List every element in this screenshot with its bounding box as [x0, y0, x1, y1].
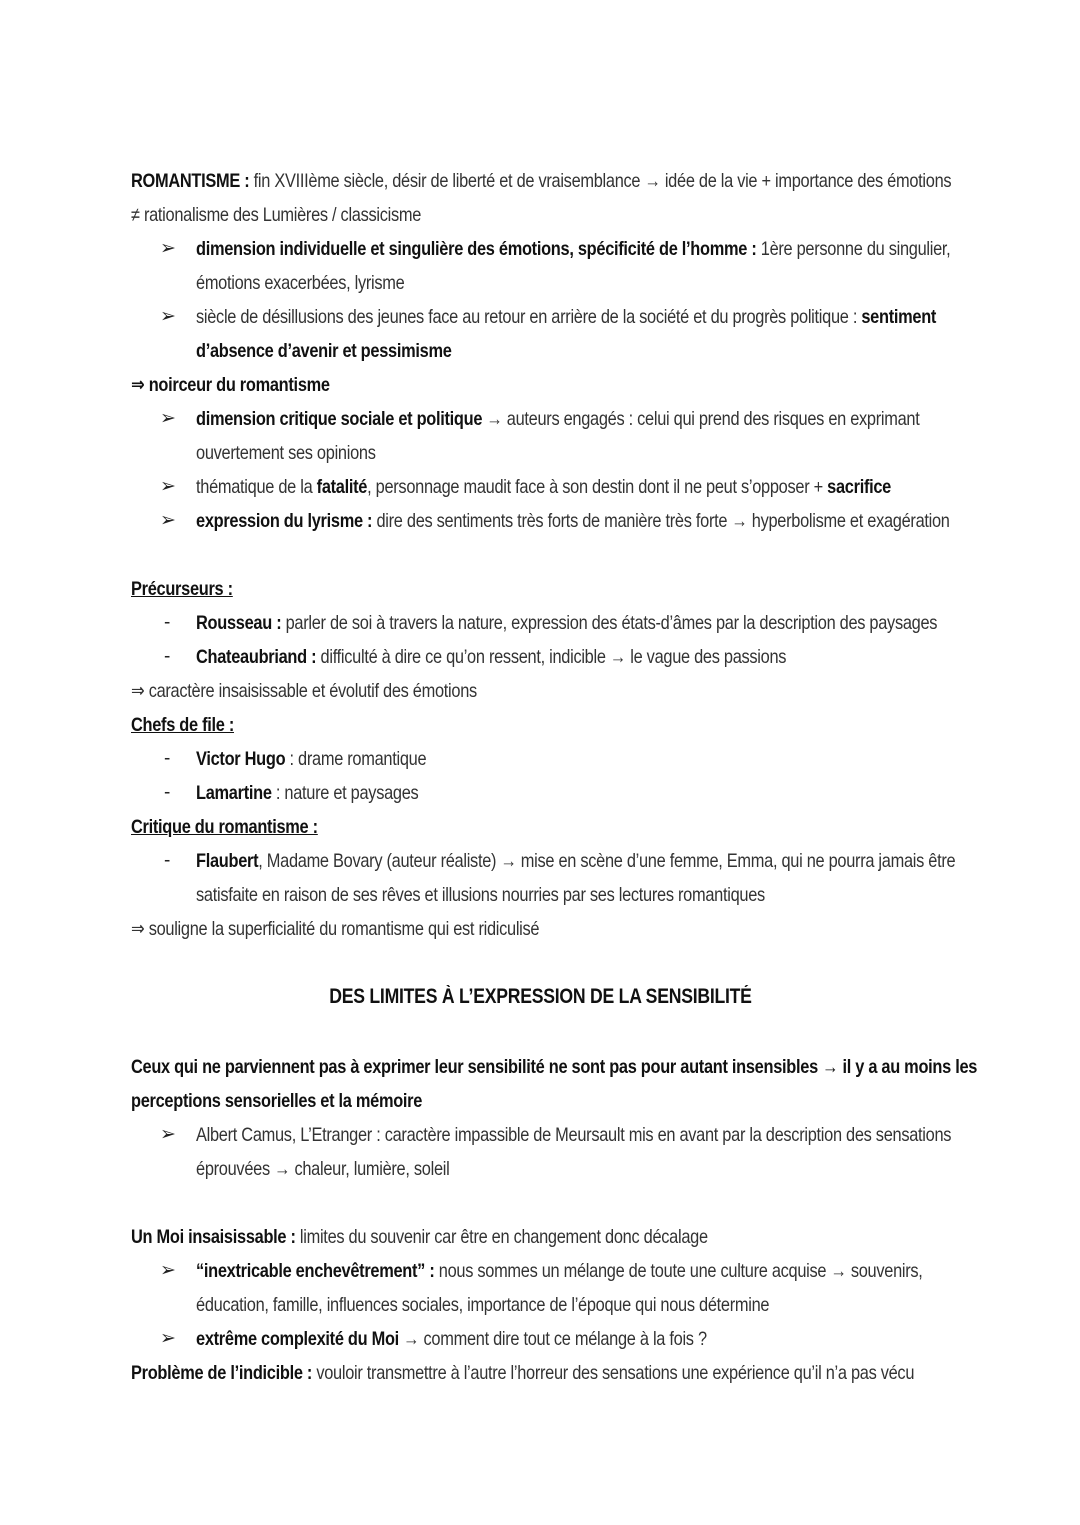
romantisme-bullet-2: siècle de désillusions des jeunes face au retour en arrière de la société et du progrès politique : sentiment — [196, 306, 937, 328]
arrowhead-bullet-icon: ➢ — [160, 476, 176, 497]
arrowhead-bullet-icon: ➢ — [160, 1260, 176, 1281]
dash-bullet-icon: - — [164, 782, 171, 803]
precurseurs-heading: Précurseurs : — [131, 578, 233, 600]
critique-flaubert: Flaubert, Madame Bovary (auteur réaliste) → mise en scène d’une femme, Emma, qui ne pourra jamais être — [196, 850, 956, 872]
romantisme-intro-line2: ≠ rationalisme des Lumières / classicisme — [131, 204, 422, 226]
precurseurs-conclusion: ⇒ caractère insaisissable et évolutif des émotions — [131, 680, 477, 702]
critique-heading: Critique du romantisme : — [131, 816, 318, 838]
limites-paragraph-line1: Ceux qui ne parviennent pas à exprimer leur sensibilité ne sont pas pour autant insensibles → il y a au moins les — [131, 1056, 978, 1078]
inextricable-line1: “inextricable enchevêtrement” : nous sommes un mélange de toute une culture acquise → souvenirs, — [196, 1260, 923, 1282]
romantisme-bullet-3-cont: ouvertement ses opinions — [196, 442, 376, 464]
romantisme-label: ROMANTISME : — [131, 170, 250, 192]
dash-bullet-icon: - — [164, 850, 171, 871]
dash-bullet-icon: - — [164, 646, 171, 667]
romantisme-bullet-4: thématique de la fatalité, personnage maudit face à son destin dont il ne peut s’opposer + sacrifice — [196, 476, 892, 498]
chef-lamartine: Lamartine : nature et paysages — [196, 782, 419, 804]
chef-hugo: Victor Hugo : drame romantique — [196, 748, 427, 770]
arrowhead-bullet-icon: ➢ — [160, 408, 176, 429]
arrowhead-bullet-icon: ➢ — [160, 238, 176, 259]
camus-line2: éprouvées → chaleur, lumière, soleil — [196, 1158, 450, 1180]
section-title: DES LIMITES À L’EXPRESSION DE LA SENSIBILITÉ — [328, 985, 752, 1008]
precurseur-chateaubriand: Chateaubriand : difficulté à dire ce qu’on ressent, indicible → le vague des passions — [196, 646, 787, 668]
critique-flaubert-cont: satisfaite en raison de ses rêves et illusions nourries par ses lectures romantiques — [196, 884, 765, 906]
romantisme-bullet-2-cont: d’absence d’avenir et pessimisme — [196, 340, 452, 362]
arrowhead-bullet-icon: ➢ — [160, 306, 176, 327]
arrowhead-bullet-icon: ➢ — [160, 1124, 176, 1145]
romantisme-bullet-5: expression du lyrisme : dire des sentiments très forts de manière très forte → hyperbolisme et exagération — [196, 510, 950, 532]
critique-conclusion: ⇒ souligne la superficialité du romantisme qui est ridiculisé — [131, 918, 540, 940]
dash-bullet-icon: - — [164, 612, 171, 633]
arrowhead-bullet-icon: ➢ — [160, 1328, 176, 1349]
dash-bullet-icon: - — [164, 748, 171, 769]
romantisme-bullet-3: dimension critique sociale et politique → auteurs engagés : celui qui prend des risques en exprimant — [196, 408, 920, 430]
indicible-line: Problème de l’indicible : vouloir transmettre à l’autre l’horreur des sensations une expérience qu’il n’a pas vécu — [131, 1362, 915, 1384]
arrowhead-bullet-icon: ➢ — [160, 510, 176, 531]
precurseur-rousseau: Rousseau : parler de soi à travers la nature, expression des états-d’âmes par la description des paysages — [196, 612, 938, 634]
romantisme-bullet-1: dimension individuelle et singulière des émotions, spécificité de l’homme : 1ère personne du singulier, — [196, 238, 951, 260]
inextricable-line2: éducation, famille, influences sociales, importance de l’époque qui nous détermine — [196, 1294, 770, 1316]
moi-insaisissable: Un Moi insaisissable : limites du souvenir car être en changement donc décalage — [131, 1226, 708, 1248]
chefs-heading: Chefs de file : — [131, 714, 234, 736]
camus-line1: Albert Camus, L’Etranger : caractère impassible de Meursault mis en avant par la description des sensations — [196, 1124, 952, 1146]
romantisme-intro-line1: ROMANTISME : fin XVIIIème siècle, désir de liberté et de vraisemblance → idée de la vie + importance des émotions — [131, 170, 952, 192]
complexite-moi: extrême complexité du Moi → comment dire tout ce mélange à la fois ? — [196, 1328, 707, 1350]
romantisme-conclusion: ⇒ noirceur du romantisme — [131, 374, 330, 396]
romantisme-bullet-1-cont: émotions exacerbées, lyrisme — [196, 272, 405, 294]
limites-paragraph-line2: perceptions sensorielles et la mémoire — [131, 1090, 423, 1112]
